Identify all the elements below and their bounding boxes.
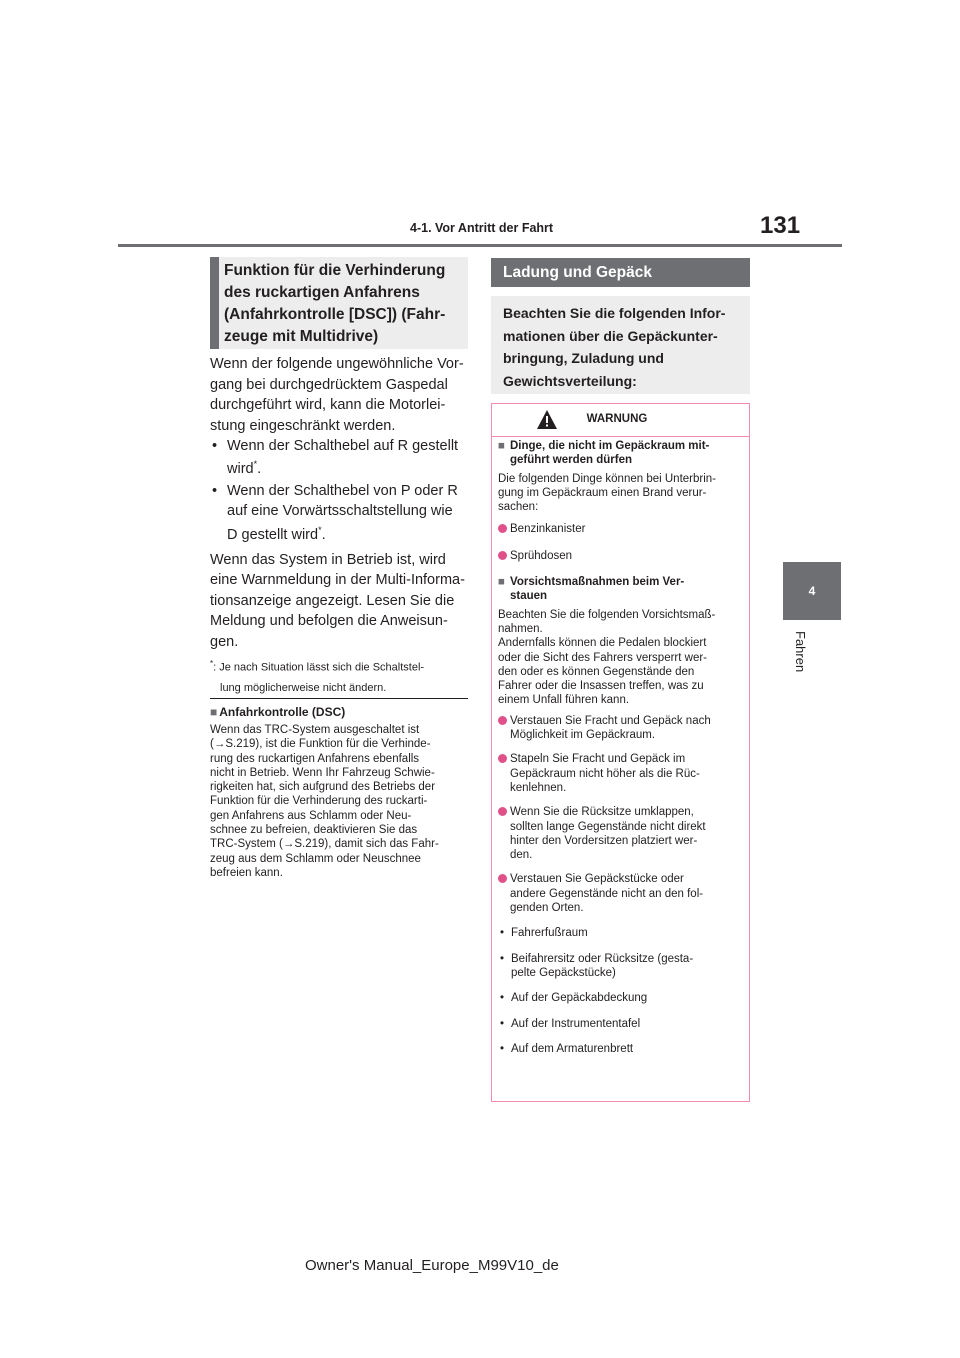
text-line: Wenn der Schalthebel von P oder R: [227, 482, 458, 499]
text-line: rigkeiten hat, sich aufgrund des Betriebs der: [210, 781, 436, 794]
cargo-info-box: [491, 296, 750, 394]
bullet-dot: •: [500, 952, 505, 965]
text-line: schnee zu befreien, deaktivieren Sie das: [210, 824, 418, 837]
dsc-subtitle: [210, 705, 345, 719]
warning-list-item: [498, 872, 743, 915]
text-line: gen Anfahrens aus Schlamm oder Neu-: [210, 809, 412, 822]
pink-bullet-icon: [498, 874, 507, 883]
text-line: wird: [227, 460, 254, 477]
text-line: den.: [510, 849, 533, 862]
warning-body: [498, 437, 743, 1056]
heading-line: zeuge mit Multidrive): [224, 328, 379, 345]
text-line: Auf der Instrumententafel: [511, 1017, 641, 1030]
text-period: .: [257, 460, 262, 477]
page-number: 131: [760, 212, 801, 239]
text-line: andere Gegenstände nicht an den fol-: [510, 887, 704, 900]
text-line: pelte Gepäckstücke): [511, 966, 616, 979]
text-line: gung im Gepäckraum einen Brand verur-: [498, 486, 707, 499]
location-item: [498, 952, 743, 981]
square-bullet-icon: ■: [498, 440, 505, 452]
location-item: [498, 926, 743, 940]
text-line: Gewichtsverteilung:: [503, 372, 637, 389]
text-line: stauen: [510, 590, 548, 603]
text-line: Wenn Sie die Rücksitze umklappen,: [510, 806, 694, 819]
warning-list-item: [498, 752, 743, 795]
warning-list-item: [498, 522, 743, 536]
footnote-mark: *: [253, 458, 258, 469]
warning-list-item: [498, 805, 743, 862]
heading-line: (Anfahrkontrolle [DSC]) (Fahr-: [224, 306, 446, 323]
status-paragraph: [210, 550, 472, 653]
warning-section-title: [498, 575, 743, 604]
text-line: tionsanzeige angezeigt. Lesen Sie die: [210, 592, 455, 609]
intro-paragraph: [210, 354, 472, 436]
text-line: gang bei durchgedrücktem Gaspedal: [210, 376, 448, 393]
warning-text: [498, 608, 743, 708]
bullet-item: [210, 436, 472, 481]
text-line: Funktion für die Verhinderung des ruckarti-: [210, 795, 428, 808]
text-line: D gestellt wird: [227, 526, 319, 543]
text-line: Gepäckraum nicht höher als die Rüc-: [510, 767, 700, 780]
footnote: [210, 654, 472, 698]
text-line: auf eine Vorwärtsschaltstellung wie: [227, 503, 453, 519]
warning-triangle-icon: [536, 409, 558, 431]
text-line: mationen über die Gepäckunter-: [503, 327, 718, 344]
square-bullet-icon: ■: [498, 576, 505, 589]
text-line: Stapeln Sie Fracht und Gepäck im: [510, 753, 686, 766]
text-line: bringung, Zuladung und: [503, 350, 664, 366]
text-line: den oder es können Gegenstände den: [498, 665, 695, 678]
text-line: kenlehnen.: [510, 781, 567, 794]
text-line: nicht in Betrieb. Wenn Ihr Fahrzeug Schwie-: [210, 766, 435, 779]
pink-bullet-icon: [498, 551, 507, 560]
heading-accent-bar: [210, 257, 219, 349]
bullet-dot: •: [212, 482, 218, 499]
text-line: Vorsichtsmaßnahmen beim Ver-: [510, 576, 685, 589]
heading-line: Funktion für die Verhinderung: [224, 262, 446, 279]
footer-text: Owner's Manual_Europe_M99V10_de: [305, 1257, 559, 1274]
warning-title: WARNUNG: [586, 413, 648, 425]
cargo-heading: Ladung und Gepäck: [491, 258, 750, 287]
text-line: TRC-System (→S.219), damit sich das Fahr-: [210, 838, 439, 851]
text-line: oder die Sicht des Fahrers versperrt wer-: [498, 651, 707, 664]
footnote-mark: *: [318, 524, 322, 535]
text-line: nahmen.: [498, 622, 543, 635]
warning-box: [491, 403, 750, 1102]
warning-section-title: [498, 439, 743, 468]
text-line: Benzinkanister: [510, 523, 586, 536]
location-item: [498, 1042, 743, 1056]
text-line: durchgeführt wird, kann die Motorlei-: [210, 397, 446, 413]
text-line: Beachten Sie die folgenden Vorsichtsmaß-: [498, 608, 716, 621]
cargo-info-text: [503, 302, 743, 392]
text-line: : Je nach Situation lässt sich die Schaltstel-: [213, 661, 425, 674]
text-line: Wenn das System in Betrieb ist, wird: [210, 551, 446, 568]
bullet-dot: •: [500, 1042, 505, 1055]
chapter-number: 4: [808, 584, 816, 598]
footnote-mark: *: [210, 659, 214, 668]
square-bullet-icon: ■: [210, 705, 218, 719]
text-line: gen.: [210, 633, 239, 650]
text-line: hinter den Vordersitzen platziert wer-: [510, 834, 698, 847]
text-line: (→S.219), ist die Funktion für die Verhinde-: [210, 738, 431, 751]
bullet-dot: •: [212, 438, 218, 454]
subtitle-text: Anfahrkontrolle (DSC): [219, 705, 346, 719]
text-line: sollten lange Gegenstände nicht direkt: [510, 820, 706, 833]
dsc-heading: [224, 260, 464, 348]
text-line: Wenn der Schalthebel auf R gestellt: [227, 438, 459, 454]
text-line: Wenn der folgende ungewöhnliche Vor-: [210, 356, 464, 372]
text-line: sachen:: [498, 501, 539, 514]
bullet-item: [210, 481, 472, 548]
text-line: Verstauen Sie Fracht und Gepäck nach: [510, 714, 711, 727]
dsc-heading-box: [210, 257, 468, 349]
text-line: lung möglicherweise nicht ändern.: [220, 681, 387, 694]
location-item: [498, 1017, 743, 1031]
bullet-dot: •: [500, 927, 505, 940]
text-line: geführt werden dürfen: [510, 454, 633, 467]
text-line: Wenn das TRC-System ausgeschaltet ist: [210, 724, 420, 736]
text-line: Verstauen Sie Gepäckstücke oder: [510, 873, 684, 886]
warning-list-item: [498, 714, 743, 743]
dsc-note: [210, 723, 470, 880]
text-line: einem Unfall führen kann.: [498, 694, 630, 707]
text-line: zeug aus dem Schlamm oder Neuschnee: [210, 852, 421, 865]
pink-bullet-icon: [498, 716, 507, 725]
pink-bullet-icon: [498, 807, 507, 816]
text-line: Andernfalls können die Pedalen blockiert: [498, 637, 707, 650]
dsc-body: [210, 354, 472, 698]
text-line: Meldung und befolgen die Anweisun-: [210, 613, 448, 629]
text-line: Die folgenden Dinge können bei Unterbrin-: [498, 472, 717, 485]
text-line: Beifahrersitz oder Rücksitze (gesta-: [511, 952, 694, 965]
text-line: stung eingeschränkt werden.: [210, 417, 396, 434]
text-period: .: [321, 526, 326, 543]
text-line: eine Warnmeldung in der Multi-Informa-: [210, 572, 465, 588]
bullet-dot: •: [500, 992, 505, 1005]
header-rule: [118, 244, 842, 247]
text-line: Dinge, die nicht im Gepäckraum mit-: [510, 440, 710, 452]
text-line: Sprühdosen: [510, 549, 573, 562]
text-line: befreien kann.: [210, 866, 283, 879]
heading-line: des ruckartigen Anfahrens: [224, 284, 420, 301]
text-line: rung des ruckartigen Anfahrens ebenfalls: [210, 752, 420, 765]
text-line: Auf dem Armaturenbrett: [511, 1042, 634, 1055]
pink-bullet-icon: [498, 754, 507, 763]
chapter-label: Fahren: [793, 631, 808, 673]
text-line: Möglichkeit im Gepäckraum.: [510, 729, 656, 742]
warning-list-item: [498, 549, 743, 563]
text-line: Fahrerfußraum: [511, 927, 588, 940]
bullet-dot: •: [500, 1017, 505, 1030]
location-item: [498, 991, 743, 1005]
text-line: Auf der Gepäckabdeckung: [511, 992, 648, 1005]
warning-text: [498, 472, 743, 515]
text-line: Fahrer oder die Insassen treffen, was zu: [498, 680, 704, 693]
pink-bullet-icon: [498, 524, 507, 533]
warning-header: [492, 404, 749, 437]
divider: [210, 698, 468, 699]
text-line: genden Orten.: [510, 902, 584, 915]
chapter-tab: [783, 562, 841, 620]
text-line: Beachten Sie die folgenden Infor-: [503, 305, 726, 321]
section-title: 4-1. Vor Antritt der Fahrt: [410, 221, 554, 235]
